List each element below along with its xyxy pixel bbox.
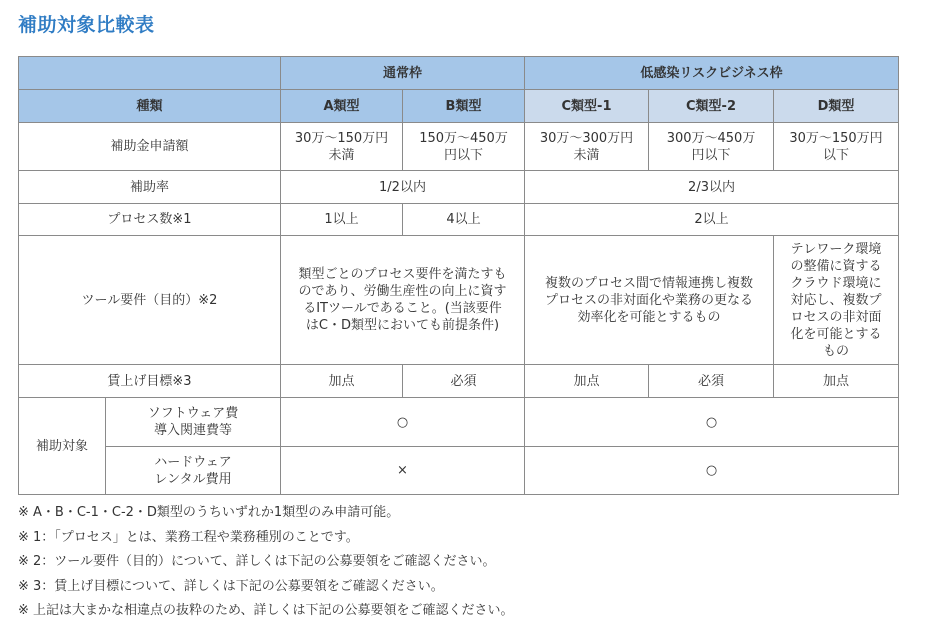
footnote: ※ 上記は大まかな相違点の抜粋のため、詳しくは下記の公募要領をご確認ください。: [18, 603, 514, 618]
tool-d-line: の整備に資する: [790, 258, 882, 274]
tool-d-line: 化を可能とする: [790, 326, 882, 342]
tool-ab-line: るITツールであること。(当該要件: [303, 301, 502, 316]
wage-row: [19, 365, 899, 398]
target-hardware-tsujo: ×: [281, 447, 525, 495]
process-row: [19, 204, 899, 236]
target-label: 補助対象: [19, 398, 106, 495]
target-software-line2: 導入関連費等: [153, 423, 232, 438]
amount-c1-line1: 30万～300万円: [539, 130, 634, 146]
wage-b: 必須: [403, 365, 525, 398]
target-hardware-line2: レンタル費用: [154, 471, 232, 487]
target-software-line1: ソフトウェア費: [147, 406, 239, 421]
tool-c-line: プロセスの非対面化や業務の更なる: [545, 292, 754, 308]
tool-c-line: 複数のプロセス間で情報連携し複数: [545, 275, 754, 291]
tool-d-line: 対応し、複数プ: [790, 292, 882, 308]
group-header-teikansen: 低感染リスクビジネス枠: [525, 57, 899, 90]
process-a: 1以上: [281, 204, 403, 236]
target-hardware-label: [106, 447, 281, 495]
process-b: 4以上: [403, 204, 525, 236]
rate-label: 補助率: [19, 171, 281, 204]
type-header-c1: C類型-1: [525, 90, 649, 123]
group-header-tsujo: 通常枠: [281, 57, 525, 90]
type-header-c2: C類型-2: [649, 90, 774, 123]
group-header-blank: [19, 57, 281, 90]
footnote: ※ A・B・C-1・C-2・D類型のうちいずれか1類型のみ申請可能。: [18, 505, 400, 520]
target-software-label: [106, 398, 281, 447]
footnote: ※ 1：「プロセス」とは、業務工程や業務種別のことです。: [18, 529, 359, 545]
wage-a: 加点: [281, 365, 403, 398]
amount-a: [281, 123, 403, 171]
rate-tsujo: 1/2以内: [281, 171, 525, 204]
amount-b: [403, 123, 525, 171]
amount-d-line2: 以下: [823, 147, 850, 163]
amount-row: [19, 123, 899, 171]
tool-ab: [281, 236, 525, 365]
amount-b-line2: 円以下: [444, 147, 484, 163]
amount-b-line1: 150万～450万: [419, 130, 508, 146]
amount-c1: [525, 123, 649, 171]
wage-c1: 加点: [525, 365, 649, 398]
tool-row: [19, 236, 899, 365]
tool-c-line: 効率化を可能とするもの: [577, 309, 721, 325]
amount-label: 補助金申請額: [19, 123, 281, 171]
tool-ab-line: はC・D類型においても前提条件): [305, 318, 500, 333]
footnote: ※ 3：賃上げ目標について、詳しくは下記の公募要領をご確認ください。: [18, 578, 444, 594]
rate-row: [19, 171, 899, 204]
target-hardware-row: [19, 447, 899, 495]
amount-d-line1: 30万～150万円: [789, 130, 883, 146]
amount-c2-line2: 円以下: [691, 147, 731, 163]
tool-d-line: クラウド環境に: [790, 275, 882, 291]
wage-c2: 必須: [649, 365, 774, 398]
tool-ab-line: のであり、労働生産性の向上に資す: [298, 284, 507, 299]
tool-label: ツール要件（目的）※2: [19, 236, 281, 365]
type-header-d: D類型: [774, 90, 899, 123]
rate-teikansen: 2/3以内: [525, 171, 899, 204]
tool-d-line: もの: [823, 343, 850, 359]
wage-d: 加点: [774, 365, 899, 398]
target-software-row: [19, 398, 899, 447]
type-header-a: A類型: [281, 90, 403, 123]
page-title: 補助対象比較表: [18, 14, 155, 36]
amount-c1-line2: 未満: [573, 147, 600, 163]
amount-a-line2: 未満: [328, 147, 355, 163]
footnote: ※ 2：ツール要件（目的）について、詳しくは下記の公募要領をご確認ください。: [18, 554, 496, 569]
process-label: プロセス数※1: [19, 204, 281, 236]
type-header-row: [19, 90, 899, 123]
amount-c2-line1: 300万～450万: [666, 130, 756, 146]
comparison-table: [18, 56, 899, 495]
tool-d-line: テレワーク環境: [790, 241, 882, 257]
amount-d: [774, 123, 899, 171]
group-header-row: [19, 57, 899, 90]
tool-d-line: ロセスの非対面: [790, 309, 882, 325]
tool-c: [525, 236, 774, 365]
wage-label: 賃上げ目標※3: [19, 365, 281, 398]
target-software-teikansen: ○: [525, 398, 899, 447]
tool-d: [774, 236, 899, 365]
target-hardware-teikansen: ○: [525, 447, 899, 495]
amount-c2: [649, 123, 774, 171]
type-header-b: B類型: [403, 90, 525, 123]
target-software-tsujo: ○: [281, 398, 525, 447]
amount-a-line1: 30万～150万円: [294, 130, 389, 146]
tool-ab-line: 類型ごとのプロセス要件を満たすも: [298, 267, 507, 282]
type-header-label: 種類: [19, 90, 281, 123]
target-hardware-line1: ハードウェア: [154, 454, 232, 470]
footnotes: [18, 501, 514, 624]
process-teikansen: 2以上: [525, 204, 899, 236]
